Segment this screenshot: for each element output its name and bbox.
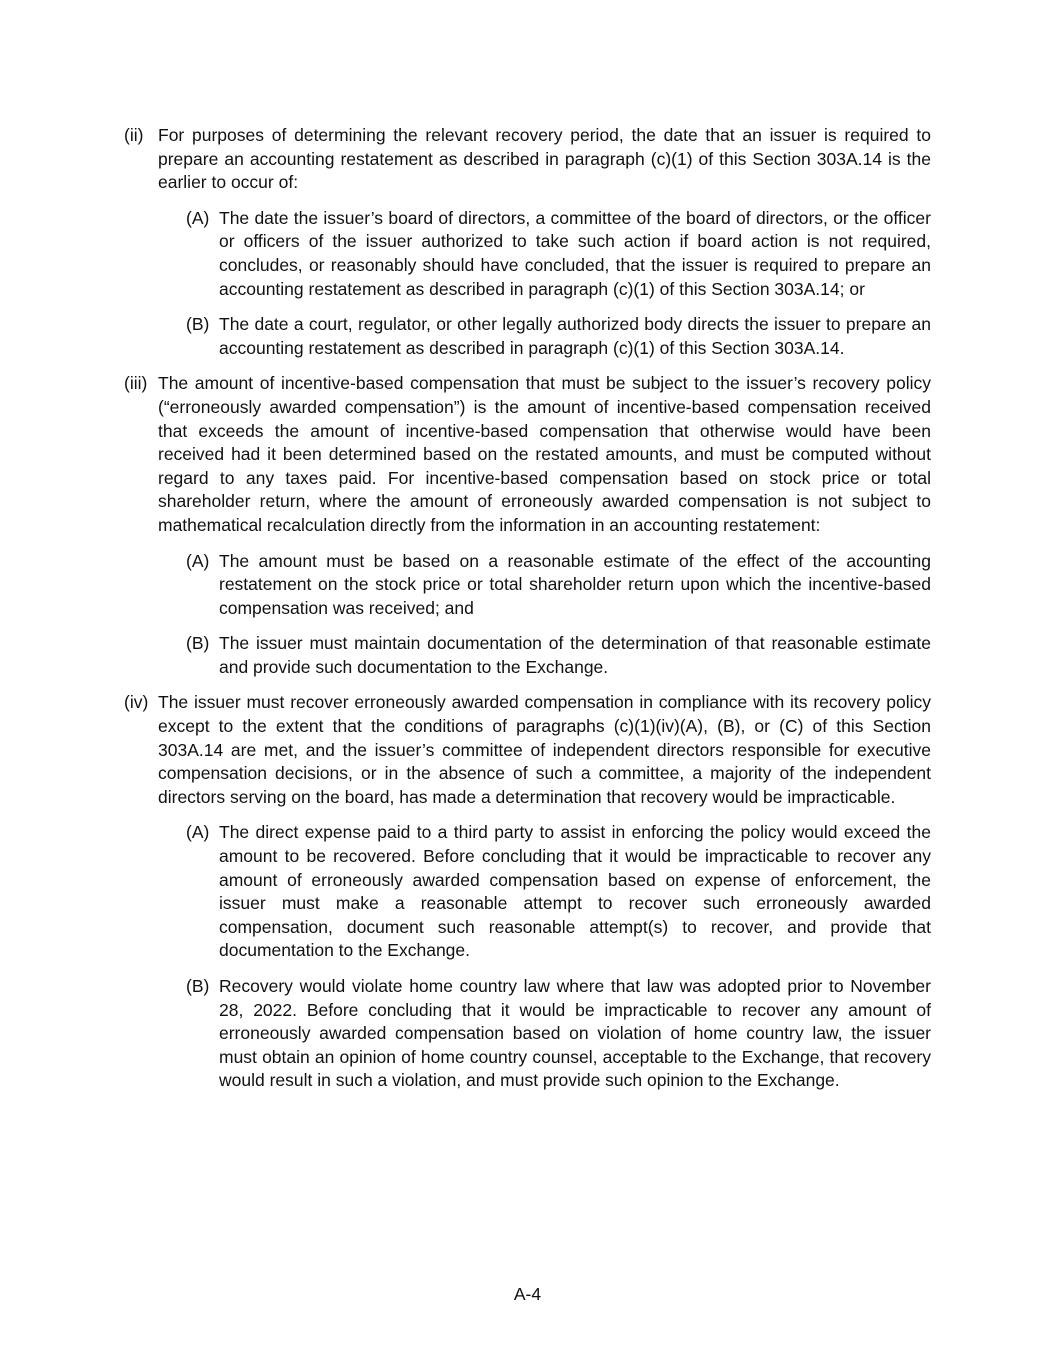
clause-iii-b [186, 632, 931, 679]
subclause-label: (B) [186, 633, 210, 654]
clause-iv-b [186, 975, 931, 1093]
clause-label: (ii) [124, 125, 144, 145]
subclause-text: The date a court, regulator, or other legally authorized body directs the issuer to prepare an accounting restatement as described in paragraph (c)(1) of this Section 303A.14. [219, 314, 931, 358]
subclause-text: The amount must be based on a reasonable estimate of the effect of the accounting restatement on the stock price or total shareholder return upon which the incentive-based compensation was received; and [219, 550, 931, 618]
clause-ii [124, 124, 931, 195]
subclause-label: (A) [186, 550, 210, 571]
clause-label: (iii) [124, 373, 148, 394]
clause-label: (iv) [124, 692, 149, 713]
clause-ii-b [186, 313, 931, 360]
clause-iii-a [186, 550, 931, 621]
subclause-text: The direct expense paid to a third party to assist in enforcing the policy would exceed the amount to be recovered. Before concluding that it would be impracticable to recover any amount of erroneously awarded compensation based on expense of enforcement, the issuer must make a reasonable attempt to recover such erroneously awarded compensation, document such reasonable attempt(s) to recover, and provide that documentation to the Exchange. [219, 822, 931, 961]
clause-ii-a [186, 207, 931, 301]
clause-text: For purposes of determining the relevant recovery period, the date that an issuer is required to prepare an accounting restatement as described in paragraph (c)(1) of this Section 303A.14 is the earlier to occur of: [158, 125, 931, 193]
clause-iv-a [186, 821, 931, 963]
subclause-label: (A) [186, 822, 210, 843]
clause-iii [124, 372, 931, 537]
clause-text: The amount of incentive-based compensation that must be subject to the issuer’s recovery policy (“erroneously awarded compensation”) is the amount of incentive-based compensation received that exceeds the amount of incentive-based compensation that otherwise would have been received had it been determined based on the restated amounts, and must be computed without regard to any taxes paid. For incentive-based compensation based on stock price or total shareholder return, where the amount of erroneously awarded compensation is not subject to mathematical recalculation directly from the information in an accounting restatement: [158, 373, 931, 535]
page-number: A-4 [513, 1284, 542, 1304]
subclause-text: Recovery would violate home country law where that law was adopted prior to November 28, 2022. Before concluding that it would be impracticable to recover any amount of erroneously awarded compensation based on violation of home country law, the issuer must obtain an opinion of home country counsel, acceptable to the Exchange, that recovery would result in such a violation, and must provide such opinion to the Exchange. [219, 976, 931, 1091]
subclause-text: The date the issuer’s board of directors, a committee of the board of directors, or the officer or officers of the issuer authorized to take such action if board action is not required, concludes, or reasonably should have concluded, that the issuer is required to prepare an accounting restatement as described in paragraph (c)(1) of this Section 303A.14; or [219, 207, 931, 299]
clause-text: The issuer must recover erroneously awarded compensation in compliance with its recovery policy except to the extent that the conditions of paragraphs (c)(1)(iv)(A), (B), or (C) of this Section 303A.14 are met, and the issuer’s committee of independent directors responsible for executive compensation decisions, or in the absence of such a committee, a majority of the independent directors serving on the board, has made a determination that recovery would be impracticable. [158, 692, 931, 807]
subclause-label: (B) [186, 314, 210, 335]
subclause-label: (B) [186, 976, 210, 996]
subclause-text: The issuer must maintain documentation of the determination of that reasonable estimate and provide such documentation to the Exchange. [219, 633, 931, 677]
clause-iv [124, 691, 931, 809]
subclause-label: (A) [186, 207, 210, 228]
